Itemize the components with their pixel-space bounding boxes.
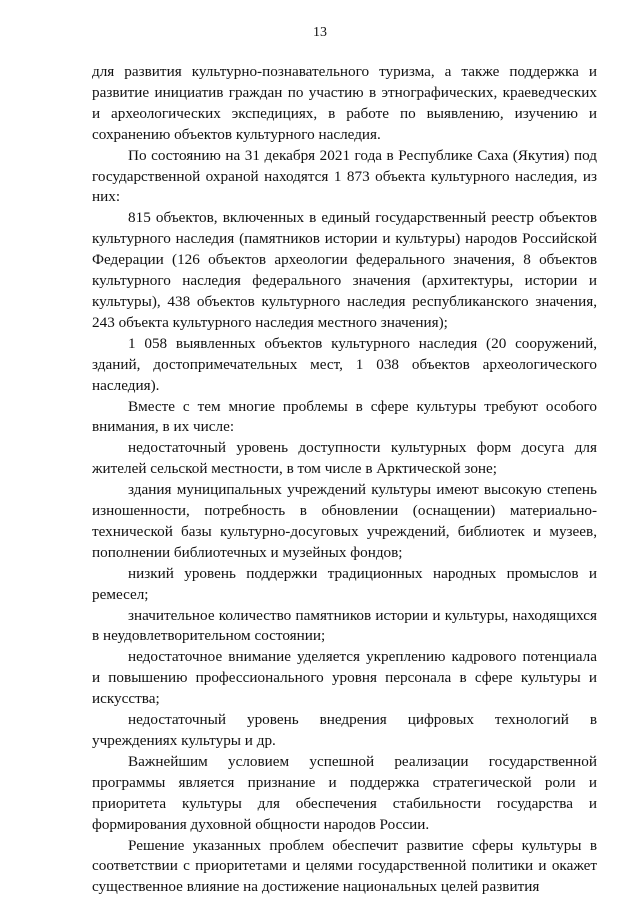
list-item: значительное количество памятников истории и культуры, находящихся в неудовлетворительном состоянии;: [92, 606, 597, 645]
list-item: недостаточное внимание уделяется укреплению кадрового потенциала и повышению профессионального уровня персонала в сфере культуры и искусства;: [92, 648, 597, 708]
paragraph: Важнейшим условием успешной реализации государственной программы является признание и поддержка стратегической роли и приоритета культуры для обеспечения стабильности государства и формирования духовной общности народов России.: [92, 752, 597, 833]
list-item: низкий уровень поддержки традиционных народных промыслов и ремесел;: [92, 564, 597, 603]
list-item: недостаточный уровень доступности культурных форм досуга для жителей сельской местности, в том числе в Арктической зоне;: [92, 439, 597, 478]
paragraph: 1 058 выявленных объектов культурного наследия (20 сооружений, зданий, достопримечательных мест, 1 038 объектов археологического наследия).: [92, 334, 597, 394]
paragraph: Решение указанных проблем обеспечит развитие сферы культуры в соответствии с приоритетами и целями государственной политики и окажет существенное влияние на достижение национальных целей развития: [92, 836, 597, 896]
paragraph: По состоянию на 31 декабря 2021 года в Республике Саха (Якутия) под государственной охраной находятся 1 873 объекта культурного наследия, из них:: [92, 146, 597, 206]
paragraph: Вместе с тем многие проблемы в сфере культуры требуют особого внимания, в их числе:: [92, 397, 597, 436]
list-item: недостаточный уровень внедрения цифровых технологий в учреждениях культуры и др.: [92, 711, 597, 749]
page-body: [92, 62, 597, 898]
page-number: 13: [313, 25, 327, 40]
paragraph: для развития культурно-познавательного туризма, а также поддержка и развитие инициатив граждан по участию в этнографических, краеведческих и археологических экспедициях, в работе по выявлению, изучению и сохранению объектов культурного наследия.: [92, 63, 597, 143]
paragraph: 815 объектов, включенных в единый государственный реестр объектов культурного наследия (памятников истории и культуры) народов Российской Федерации (126 объектов археологии федерального значения, 8 объектов культурного наследия федерального значения (архитектуры, истории и культуры), 438 объектов культурного наследия республиканского значения, 243 объекта культурного наследия местного значения);: [92, 209, 597, 331]
list-item: здания муниципальных учреждений культуры имеют высокую степень изношенности, потребность в обновлении (оснащении) материально-технической базы культурно-досуговых учреждений, библиотек и музеев, пополнении библиотечных и музейных фондов;: [92, 481, 597, 561]
